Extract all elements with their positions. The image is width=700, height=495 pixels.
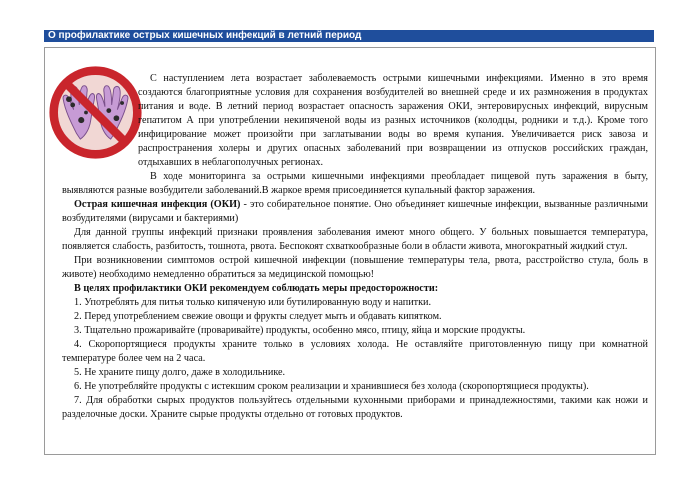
page-title: О профилактике острых кишечных инфекций в летний период (44, 30, 654, 42)
definition-paragraph (62, 198, 648, 226)
measure-item: 3. Тщательно прожаривайте (проваривайте) продукты, особенно мясо, птицу, яйца и морские продукты. (74, 325, 526, 336)
measure-item: 4. Скоропортящиеся продукты храните только в условиях холода. Не оставляйте приготовленную пищу при комнатной температуре более чем на 2 часа. (62, 339, 648, 364)
symptoms-paragraph: Для данной группы инфекций признаки проявления заболевания имеют много общего. У больных повышается температура, появляется слабость, разбитость, тошнота, рвота. Беспокоят схваткообразные боли в области живота, многократный жидкий стул. (62, 227, 648, 252)
measure-item: 7. Для обработки сырых продуктов пользуйтесь отдельными кухонными приборами и принадлежностями, такими как ножи и разделочные доски. Храните сырые продукты отдельно от готовых продуктов. (62, 395, 648, 420)
measure-item: 2. Перед употреблением свежие овощи и фрукты следует мыть и обдавать кипятком. (74, 311, 442, 322)
definition-term: Острая кишечная инфекция (ОКИ) (74, 199, 241, 210)
monitoring-paragraph: В ходе мониторинга за острыми кишечными инфекциями преобладает пищевой путь заражения в быту, выявляются разные возбудители заболеваний.В жаркое время присоединяется купальный фактор заражения. (62, 171, 648, 196)
article-body (62, 72, 648, 422)
measures-title: В целях профилактики ОКИ рекомендуем соблюдать меры предосторожности: (74, 283, 439, 294)
logo-spacer (48, 72, 138, 177)
measure-item: 5. Не храните пищу долго, даже в холодильнике. (74, 367, 286, 378)
advice-paragraph: При возникновении симптомов острой кишечной инфекции (повышение температуры тела, рвота, расстройство стула, боль в животе) необходимо немедленно обратиться за медицинской помощью! (62, 255, 648, 280)
definition-text: - это собирательное понятие. Оно объединяет кишечные инфекции, вызванные различными возбудителями (вирусами и бактериями) (62, 199, 648, 224)
measure-item: 1. Употреблять для питья только кипяченую или бутилированную воду и напитки. (74, 297, 432, 308)
intro-paragraph: С наступлением лета возрастает заболеваемость острыми кишечными инфекциями. Именно в это время создаются благоприятные условия для сохранения возбудителей во внешней среде и их размножения в продуктах питания и воде. В летний период возрастает опасность заражения ОКИ, энтеровирусных инфекций, вирусным гепатитом А при употреблении некипяченой воды из разных источников (колодцы, родники и т.д.). Кроме того инфицирование может произойти при заглатывании воды во время купания. Увеличивается риск завоза и распространения холеры и других опасных заболеваний при возвращении из отпусков российских граждан, отдыхавших в неблагополучных регионах. (138, 73, 648, 168)
measure-item: 6. Не употребляйте продукты с истекшим сроком реализации и хранившиеся без холода (скоропортящиеся продукты). (74, 381, 589, 392)
